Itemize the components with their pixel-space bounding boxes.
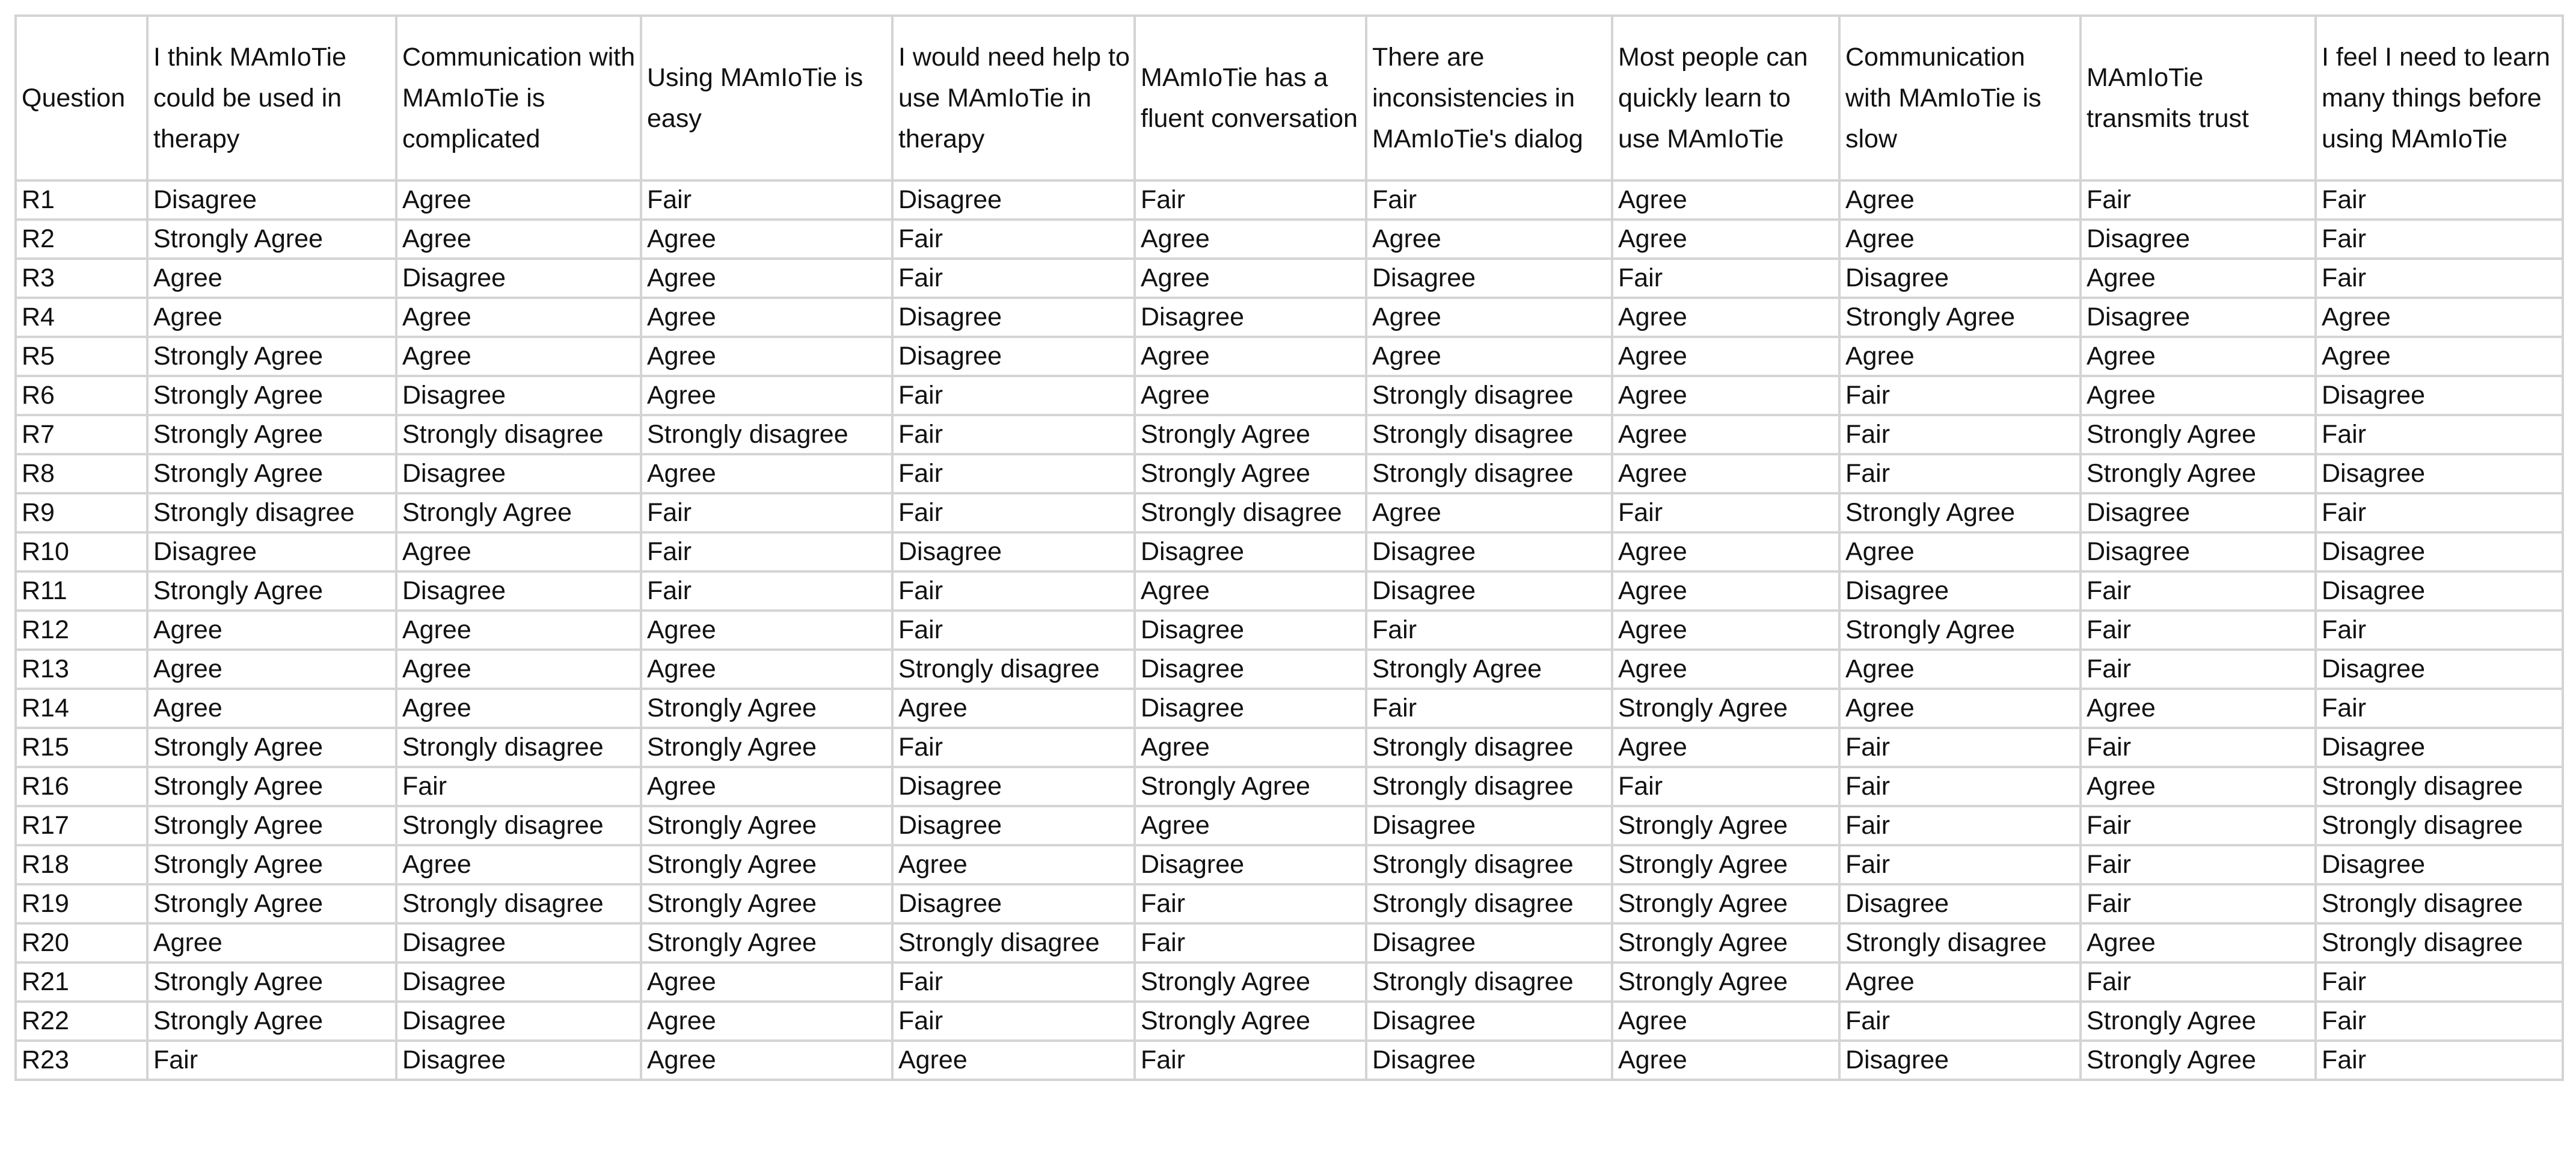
response-cell: Agree xyxy=(396,220,641,259)
response-cell: Strongly Agree xyxy=(147,1002,396,1041)
response-cell: Agree xyxy=(1135,220,1366,259)
response-cell: Disagree xyxy=(147,532,396,571)
respondent-id-cell: R3 xyxy=(16,259,147,298)
response-cell: Fair xyxy=(1135,884,1366,923)
response-cell: Fair xyxy=(892,728,1135,767)
response-cell: Strongly disagree xyxy=(1366,767,1612,806)
response-cell: Strongly disagree xyxy=(1135,493,1366,532)
column-header: Communication with MAmIoTie is complicated xyxy=(396,16,641,180)
response-cell: Disagree xyxy=(2081,532,2316,571)
response-cell: Fair xyxy=(1839,1002,2081,1041)
table-row xyxy=(16,493,2563,532)
response-cell: Strongly Agree xyxy=(147,767,396,806)
response-cell: Strongly Agree xyxy=(641,806,892,845)
response-cell: Fair xyxy=(1135,923,1366,962)
response-cell: Disagree xyxy=(1366,1002,1612,1041)
response-cell: Strongly disagree xyxy=(396,728,641,767)
response-cell: Agree xyxy=(641,650,892,689)
response-cell: Fair xyxy=(892,259,1135,298)
respondent-id-cell: R22 xyxy=(16,1002,147,1041)
response-cell: Fair xyxy=(2316,611,2563,650)
response-cell: Fair xyxy=(1612,493,1839,532)
table-row xyxy=(16,571,2563,611)
response-cell: Agree xyxy=(1839,689,2081,728)
response-cell: Agree xyxy=(2081,259,2316,298)
response-cell: Strongly Agree xyxy=(641,884,892,923)
table-row xyxy=(16,650,2563,689)
table-row xyxy=(16,1041,2563,1080)
response-cell: Strongly disagree xyxy=(892,650,1135,689)
response-cell: Disagree xyxy=(396,259,641,298)
response-cell: Strongly Agree xyxy=(1839,493,2081,532)
table-row xyxy=(16,689,2563,728)
response-cell: Strongly Agree xyxy=(147,571,396,611)
response-cell: Disagree xyxy=(2316,728,2563,767)
response-cell: Disagree xyxy=(1839,1041,2081,1080)
response-cell: Fair xyxy=(1135,1041,1366,1080)
response-cell: Strongly disagree xyxy=(892,923,1135,962)
response-cell: Agree xyxy=(641,611,892,650)
respondent-id-cell: R21 xyxy=(16,962,147,1002)
response-cell: Agree xyxy=(1839,220,2081,259)
column-header: Communication with MAmIoTie is slow xyxy=(1839,16,2081,180)
column-header: Using MAmIoTie is easy xyxy=(641,16,892,180)
response-cell: Strongly Agree xyxy=(147,220,396,259)
response-cell: Strongly disagree xyxy=(147,493,396,532)
response-cell: Strongly disagree xyxy=(2316,806,2563,845)
table-row xyxy=(16,884,2563,923)
column-header: I think MAmIoTie could be used in therapy xyxy=(147,16,396,180)
response-cell: Strongly Agree xyxy=(1612,689,1839,728)
response-cell: Disagree xyxy=(892,532,1135,571)
response-cell: Strongly Agree xyxy=(2081,1002,2316,1041)
column-header: Most people can quickly learn to use MAmIoTie xyxy=(1612,16,1839,180)
response-cell: Agree xyxy=(1612,337,1839,376)
response-cell: Agree xyxy=(1839,337,2081,376)
response-cell: Strongly disagree xyxy=(1366,845,1612,884)
response-cell: Strongly Agree xyxy=(1135,962,1366,1002)
response-cell: Agree xyxy=(2081,337,2316,376)
response-cell: Fair xyxy=(892,1002,1135,1041)
response-cell: Fair xyxy=(892,454,1135,493)
response-cell: Agree xyxy=(396,180,641,220)
response-cell: Strongly Agree xyxy=(2081,415,2316,454)
response-cell: Strongly disagree xyxy=(641,415,892,454)
response-cell: Agree xyxy=(641,1002,892,1041)
response-cell: Strongly Agree xyxy=(1366,650,1612,689)
response-cell: Disagree xyxy=(892,806,1135,845)
respondent-id-cell: R13 xyxy=(16,650,147,689)
response-cell: Agree xyxy=(1366,337,1612,376)
response-cell: Strongly disagree xyxy=(1366,962,1612,1002)
table-row xyxy=(16,923,2563,962)
respondent-id-cell: R1 xyxy=(16,180,147,220)
response-cell: Fair xyxy=(1366,180,1612,220)
response-cell: Fair xyxy=(2316,1041,2563,1080)
response-cell: Disagree xyxy=(1135,298,1366,337)
response-cell: Agree xyxy=(147,689,396,728)
response-cell: Fair xyxy=(892,571,1135,611)
response-cell: Fair xyxy=(1839,806,2081,845)
response-cell: Agree xyxy=(1612,1041,1839,1080)
respondent-id-cell: R23 xyxy=(16,1041,147,1080)
column-header: I would need help to use MAmIoTie in therapy xyxy=(892,16,1135,180)
respondent-id-cell: R7 xyxy=(16,415,147,454)
response-cell: Strongly Agree xyxy=(147,845,396,884)
response-cell: Disagree xyxy=(396,376,641,415)
response-cell: Fair xyxy=(892,415,1135,454)
response-cell: Strongly Agree xyxy=(1839,611,2081,650)
response-cell: Strongly Agree xyxy=(641,923,892,962)
response-cell: Strongly Agree xyxy=(641,845,892,884)
response-cell: Fair xyxy=(2081,571,2316,611)
header-row xyxy=(16,16,2563,180)
response-cell: Fair xyxy=(2316,493,2563,532)
response-cell: Agree xyxy=(1612,1002,1839,1041)
response-cell: Agree xyxy=(1135,259,1366,298)
response-cell: Agree xyxy=(1612,454,1839,493)
response-cell: Agree xyxy=(1135,728,1366,767)
table-row xyxy=(16,337,2563,376)
response-cell: Strongly disagree xyxy=(1366,884,1612,923)
response-cell: Disagree xyxy=(1366,806,1612,845)
response-cell: Disagree xyxy=(1839,259,2081,298)
response-cell: Fair xyxy=(892,220,1135,259)
table-row xyxy=(16,962,2563,1002)
response-cell: Agree xyxy=(1612,220,1839,259)
response-cell: Fair xyxy=(1839,767,2081,806)
response-cell: Agree xyxy=(147,923,396,962)
response-cell: Strongly Agree xyxy=(147,728,396,767)
response-cell: Strongly Agree xyxy=(1135,415,1366,454)
response-cell: Fair xyxy=(1839,454,2081,493)
respondent-id-cell: R17 xyxy=(16,806,147,845)
response-cell: Fair xyxy=(396,767,641,806)
response-cell: Fair xyxy=(641,493,892,532)
response-cell: Fair xyxy=(892,493,1135,532)
response-cell: Fair xyxy=(2316,1002,2563,1041)
column-header: MAmIoTie transmits trust xyxy=(2081,16,2316,180)
response-cell: Agree xyxy=(147,298,396,337)
response-cell: Disagree xyxy=(1366,1041,1612,1080)
response-cell: Fair xyxy=(892,962,1135,1002)
response-cell: Agree xyxy=(1612,298,1839,337)
response-cell: Disagree xyxy=(892,884,1135,923)
response-cell: Agree xyxy=(2316,337,2563,376)
response-cell: Strongly Agree xyxy=(1135,454,1366,493)
response-cell: Agree xyxy=(147,650,396,689)
respondent-id-cell: R6 xyxy=(16,376,147,415)
response-cell: Strongly disagree xyxy=(2316,767,2563,806)
response-cell: Agree xyxy=(1135,806,1366,845)
response-cell: Fair xyxy=(892,376,1135,415)
response-cell: Disagree xyxy=(892,298,1135,337)
survey-responses-table xyxy=(14,14,2564,1081)
respondent-id-cell: R18 xyxy=(16,845,147,884)
response-cell: Agree xyxy=(1366,220,1612,259)
table-row xyxy=(16,376,2563,415)
response-cell: Disagree xyxy=(2316,376,2563,415)
response-cell: Agree xyxy=(641,220,892,259)
response-cell: Disagree xyxy=(2081,220,2316,259)
response-cell: Disagree xyxy=(396,962,641,1002)
response-cell: Agree xyxy=(1612,415,1839,454)
response-cell: Disagree xyxy=(147,180,396,220)
response-cell: Fair xyxy=(2081,962,2316,1002)
response-cell: Disagree xyxy=(396,454,641,493)
response-cell: Strongly Agree xyxy=(1135,767,1366,806)
response-cell: Strongly Agree xyxy=(1612,884,1839,923)
column-header: There are inconsistencies in MAmIoTie's dialog xyxy=(1366,16,1612,180)
spreadsheet-area xyxy=(14,14,2562,1081)
response-cell: Strongly Agree xyxy=(147,337,396,376)
response-cell: Disagree xyxy=(1135,611,1366,650)
table-row xyxy=(16,806,2563,845)
response-cell: Agree xyxy=(1612,532,1839,571)
respondent-id-cell: R5 xyxy=(16,337,147,376)
respondent-id-cell: R2 xyxy=(16,220,147,259)
response-cell: Strongly disagree xyxy=(2316,884,2563,923)
response-cell: Strongly disagree xyxy=(2316,923,2563,962)
response-cell: Disagree xyxy=(396,923,641,962)
response-cell: Fair xyxy=(1612,767,1839,806)
response-cell: Fair xyxy=(2316,220,2563,259)
response-cell: Disagree xyxy=(1366,571,1612,611)
response-cell: Agree xyxy=(1612,376,1839,415)
response-cell: Agree xyxy=(1135,571,1366,611)
response-cell: Strongly Agree xyxy=(147,806,396,845)
response-cell: Fair xyxy=(1839,376,2081,415)
response-cell: Agree xyxy=(1839,180,2081,220)
table-body xyxy=(16,180,2563,1080)
response-cell: Strongly Agree xyxy=(1612,923,1839,962)
response-cell: Disagree xyxy=(892,180,1135,220)
response-cell: Disagree xyxy=(1366,259,1612,298)
response-cell: Disagree xyxy=(2316,650,2563,689)
table-row xyxy=(16,611,2563,650)
response-cell: Strongly Agree xyxy=(147,454,396,493)
response-cell: Agree xyxy=(1612,571,1839,611)
response-cell: Disagree xyxy=(2316,454,2563,493)
response-cell: Strongly Agree xyxy=(641,728,892,767)
respondent-id-cell: R19 xyxy=(16,884,147,923)
response-cell: Disagree xyxy=(2316,571,2563,611)
response-cell: Strongly Agree xyxy=(147,415,396,454)
response-cell: Agree xyxy=(1612,728,1839,767)
response-cell: Agree xyxy=(147,611,396,650)
response-cell: Agree xyxy=(2081,689,2316,728)
response-cell: Agree xyxy=(396,689,641,728)
response-cell: Disagree xyxy=(2081,298,2316,337)
response-cell: Fair xyxy=(1839,728,2081,767)
question-column-header: Question xyxy=(16,16,147,180)
response-cell: Agree xyxy=(2081,767,2316,806)
response-cell: Fair xyxy=(2316,689,2563,728)
respondent-id-cell: R10 xyxy=(16,532,147,571)
table-row xyxy=(16,845,2563,884)
respondent-id-cell: R15 xyxy=(16,728,147,767)
response-cell: Agree xyxy=(396,532,641,571)
table-row xyxy=(16,532,2563,571)
table-header xyxy=(16,16,2563,180)
response-cell: Disagree xyxy=(1839,884,2081,923)
response-cell: Disagree xyxy=(2316,845,2563,884)
table-row xyxy=(16,1002,2563,1041)
response-cell: Strongly disagree xyxy=(1839,923,2081,962)
response-cell: Strongly disagree xyxy=(1366,415,1612,454)
response-cell: Disagree xyxy=(2316,532,2563,571)
response-cell: Agree xyxy=(2316,298,2563,337)
response-cell: Disagree xyxy=(1135,650,1366,689)
response-cell: Strongly disagree xyxy=(1366,728,1612,767)
response-cell: Strongly Agree xyxy=(641,689,892,728)
response-cell: Strongly Agree xyxy=(1612,845,1839,884)
response-cell: Strongly Agree xyxy=(1135,1002,1366,1041)
response-cell: Fair xyxy=(1366,689,1612,728)
response-cell: Fair xyxy=(641,532,892,571)
respondent-id-cell: R11 xyxy=(16,571,147,611)
respondent-id-cell: R8 xyxy=(16,454,147,493)
respondent-id-cell: R20 xyxy=(16,923,147,962)
response-cell: Disagree xyxy=(2081,493,2316,532)
respondent-id-cell: R12 xyxy=(16,611,147,650)
response-cell: Strongly disagree xyxy=(396,415,641,454)
response-cell: Fair xyxy=(2081,611,2316,650)
response-cell: Fair xyxy=(892,611,1135,650)
table-row xyxy=(16,180,2563,220)
respondent-id-cell: R4 xyxy=(16,298,147,337)
response-cell: Fair xyxy=(641,180,892,220)
response-cell: Agree xyxy=(2081,923,2316,962)
response-cell: Fair xyxy=(2081,650,2316,689)
response-cell: Fair xyxy=(641,571,892,611)
response-cell: Disagree xyxy=(1135,532,1366,571)
response-cell: Fair xyxy=(2316,415,2563,454)
response-cell: Disagree xyxy=(396,1002,641,1041)
response-cell: Agree xyxy=(641,962,892,1002)
response-cell: Agree xyxy=(1135,376,1366,415)
response-cell: Disagree xyxy=(1135,845,1366,884)
response-cell: Fair xyxy=(2081,806,2316,845)
response-cell: Strongly Agree xyxy=(1612,806,1839,845)
response-cell: Disagree xyxy=(1839,571,2081,611)
response-cell: Fair xyxy=(2316,962,2563,1002)
response-cell: Strongly disagree xyxy=(1366,454,1612,493)
response-cell: Agree xyxy=(1612,650,1839,689)
response-cell: Agree xyxy=(1366,493,1612,532)
response-cell: Agree xyxy=(641,376,892,415)
response-cell: Agree xyxy=(396,650,641,689)
response-cell: Strongly Agree xyxy=(147,962,396,1002)
response-cell: Disagree xyxy=(892,767,1135,806)
response-cell: Agree xyxy=(641,337,892,376)
response-cell: Agree xyxy=(1366,298,1612,337)
response-cell: Agree xyxy=(1839,962,2081,1002)
response-cell: Agree xyxy=(1612,180,1839,220)
response-cell: Strongly Agree xyxy=(1839,298,2081,337)
respondent-id-cell: R16 xyxy=(16,767,147,806)
table-row xyxy=(16,728,2563,767)
response-cell: Agree xyxy=(892,689,1135,728)
response-cell: Fair xyxy=(2081,180,2316,220)
response-cell: Agree xyxy=(892,845,1135,884)
table-row xyxy=(16,415,2563,454)
table-row xyxy=(16,220,2563,259)
response-cell: Strongly Agree xyxy=(396,493,641,532)
response-cell: Fair xyxy=(1839,845,2081,884)
response-cell: Fair xyxy=(2316,180,2563,220)
response-cell: Fair xyxy=(2316,259,2563,298)
response-cell: Agree xyxy=(396,337,641,376)
response-cell: Agree xyxy=(1612,611,1839,650)
response-cell: Strongly Agree xyxy=(2081,1041,2316,1080)
response-cell: Disagree xyxy=(396,571,641,611)
response-cell: Fair xyxy=(2081,845,2316,884)
response-cell: Agree xyxy=(892,1041,1135,1080)
column-header: I feel I need to learn many things before using MAmIoTie xyxy=(2316,16,2563,180)
response-cell: Strongly disagree xyxy=(1366,376,1612,415)
response-cell: Agree xyxy=(2081,376,2316,415)
table-row xyxy=(16,298,2563,337)
response-cell: Agree xyxy=(396,298,641,337)
response-cell: Disagree xyxy=(892,337,1135,376)
response-cell: Fair xyxy=(1366,611,1612,650)
response-cell: Agree xyxy=(396,845,641,884)
response-cell: Agree xyxy=(641,1041,892,1080)
response-cell: Agree xyxy=(1135,337,1366,376)
table-row xyxy=(16,259,2563,298)
table-row xyxy=(16,454,2563,493)
response-cell: Strongly Agree xyxy=(2081,454,2316,493)
response-cell: Agree xyxy=(1839,650,2081,689)
response-cell: Agree xyxy=(641,259,892,298)
response-cell: Disagree xyxy=(1135,689,1366,728)
response-cell: Strongly disagree xyxy=(396,884,641,923)
response-cell: Fair xyxy=(1612,259,1839,298)
response-cell: Agree xyxy=(1839,532,2081,571)
response-cell: Strongly Agree xyxy=(147,884,396,923)
response-cell: Agree xyxy=(147,259,396,298)
table-row xyxy=(16,767,2563,806)
response-cell: Fair xyxy=(2081,884,2316,923)
response-cell: Disagree xyxy=(396,1041,641,1080)
response-cell: Strongly disagree xyxy=(396,806,641,845)
response-cell: Strongly Agree xyxy=(147,376,396,415)
response-cell: Fair xyxy=(2081,728,2316,767)
respondent-id-cell: R14 xyxy=(16,689,147,728)
response-cell: Agree xyxy=(641,767,892,806)
response-cell: Agree xyxy=(641,454,892,493)
response-cell: Fair xyxy=(1839,415,2081,454)
response-cell: Agree xyxy=(396,611,641,650)
column-header: MAmIoTie has a fluent conversation xyxy=(1135,16,1366,180)
response-cell: Fair xyxy=(147,1041,396,1080)
response-cell: Fair xyxy=(1135,180,1366,220)
response-cell: Disagree xyxy=(1366,923,1612,962)
response-cell: Disagree xyxy=(1366,532,1612,571)
respondent-id-cell: R9 xyxy=(16,493,147,532)
response-cell: Agree xyxy=(641,298,892,337)
response-cell: Strongly Agree xyxy=(1612,962,1839,1002)
